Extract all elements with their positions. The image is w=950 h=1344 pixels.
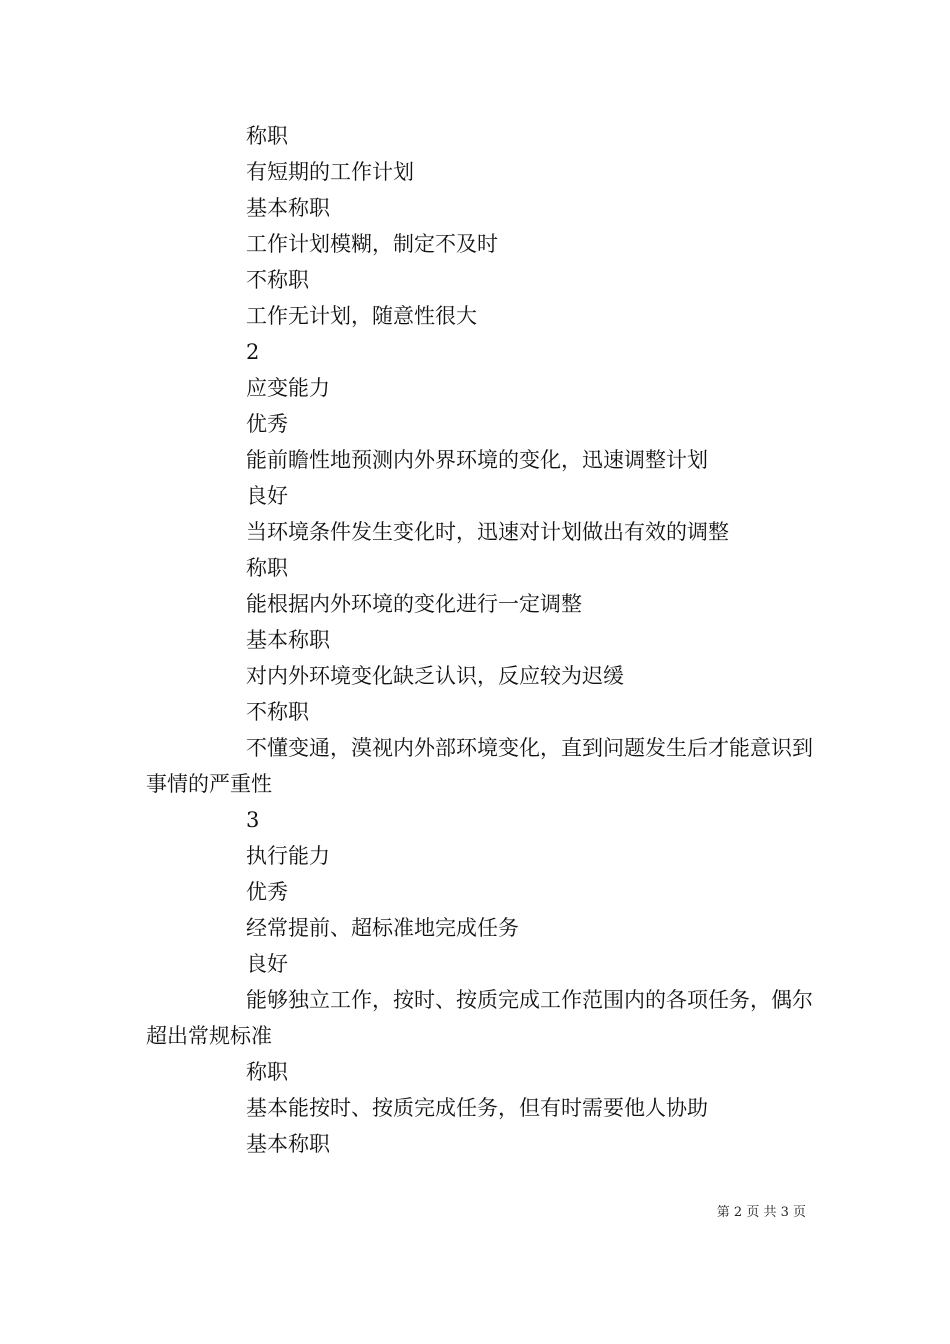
- paragraph: 对内外环境变化缺乏认识，反应较为迟缓: [246, 664, 624, 688]
- paragraph: 优秀: [246, 880, 288, 904]
- document-body: [146, 118, 816, 1162]
- paragraph: 基本称职: [246, 628, 330, 652]
- paragraph: 能前瞻性地预测内外界环境的变化，迅速调整计划: [246, 448, 708, 472]
- page-footer: 第 2 页 共 3 页: [716, 1205, 806, 1220]
- paragraph: 工作计划模糊，制定不及时: [246, 232, 498, 256]
- paragraph: 称职: [246, 1060, 288, 1084]
- paragraph: 称职: [246, 124, 288, 148]
- paragraph: 称职: [246, 556, 288, 580]
- paragraph: 不称职: [246, 268, 309, 292]
- paragraph: 不称职: [246, 700, 309, 724]
- paragraph: 当环境条件发生变化时，迅速对计划做出有效的调整: [246, 520, 729, 544]
- paragraph: 优秀: [246, 412, 288, 436]
- paragraph: 有短期的工作计划: [246, 160, 414, 184]
- section-title: 应变能力: [246, 376, 330, 400]
- paragraph: 不懂变通，漠视内外部环境变化，直到问题发生后才能意识到事情的严重性: [146, 736, 813, 796]
- section-title: 执行能力: [246, 844, 330, 868]
- paragraph: 基本称职: [246, 1132, 330, 1156]
- paragraph: 基本能按时、按质完成任务，但有时需要他人协助: [246, 1096, 708, 1120]
- paragraph: 经常提前、超标准地完成任务: [246, 916, 519, 940]
- paragraph: 基本称职: [246, 196, 330, 220]
- paragraph: 能够独立工作，按时、按质完成工作范围内的各项任务，偶尔超出常规标准: [146, 988, 813, 1048]
- paragraph: 良好: [246, 484, 288, 508]
- paragraph: 良好: [246, 952, 288, 976]
- section-number: 2: [246, 340, 260, 364]
- paragraph: 能根据内外环境的变化进行一定调整: [246, 592, 582, 616]
- section-number: 3: [246, 808, 260, 832]
- paragraph: 工作无计划，随意性很大: [246, 304, 477, 328]
